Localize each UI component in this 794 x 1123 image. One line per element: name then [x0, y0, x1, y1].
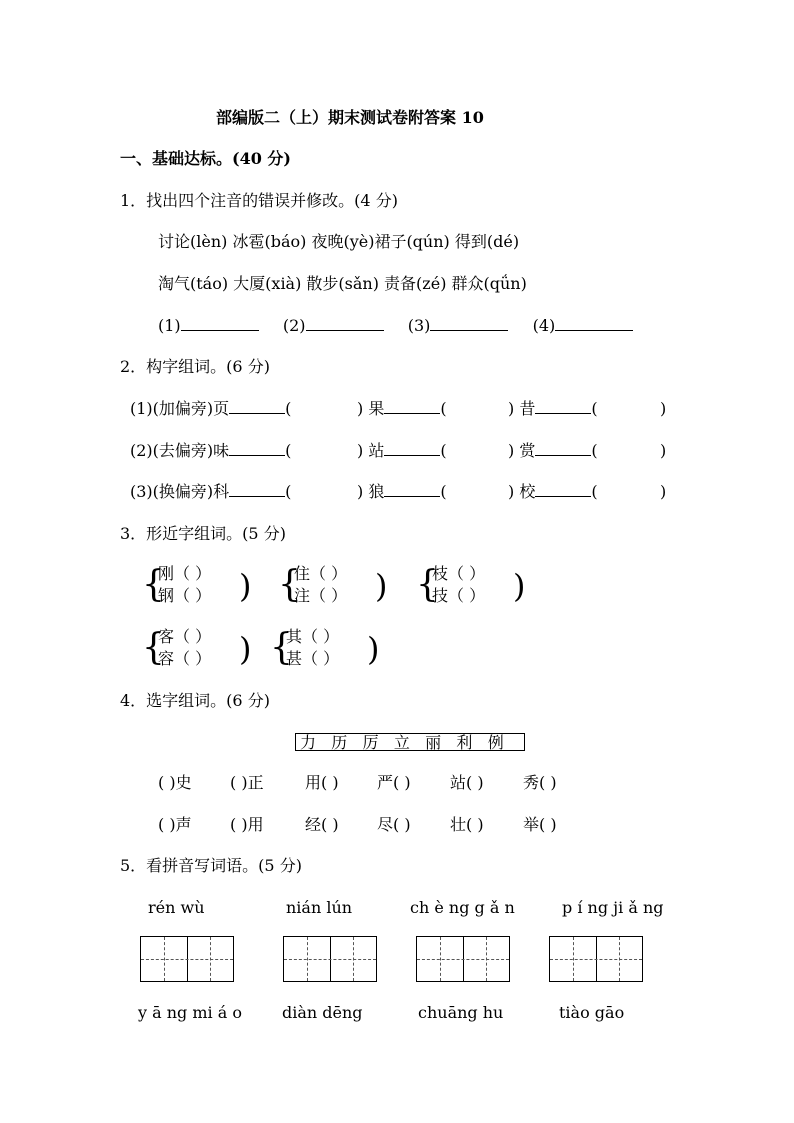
part-heading: 一、基础达标。(40 分)	[120, 149, 291, 168]
answer-blank[interactable]	[306, 316, 384, 331]
q4-item: 经( )	[305, 815, 339, 834]
writing-grid[interactable]	[283, 936, 377, 982]
right-paren: )	[357, 399, 364, 418]
q3-word: 钢（ ）	[158, 586, 212, 605]
right-paren: )	[508, 482, 515, 501]
option-char: 丽	[425, 733, 442, 752]
left-paren: (	[440, 441, 447, 460]
answer-blank[interactable]	[555, 316, 633, 331]
q2-prefix: (3)(换偏旁)科	[130, 482, 230, 501]
q2-row	[130, 399, 291, 419]
q2-row-part	[357, 399, 447, 419]
left-brace-icon: {	[270, 627, 293, 668]
q3-word: 住（ ）	[294, 564, 348, 583]
q3-word: 客（ ）	[158, 627, 212, 646]
q2-row	[130, 482, 291, 502]
left-paren: (	[285, 399, 292, 418]
left-paren: (	[285, 482, 292, 501]
q3-word: 刚（ ）	[158, 564, 212, 583]
q4-item: ( )声	[158, 815, 192, 834]
q4-item: 秀( )	[523, 773, 557, 792]
q1-blank-label: (2)	[282, 316, 306, 335]
q2-char: 狼	[368, 482, 385, 501]
right-paren-icon: )	[239, 567, 252, 605]
writing-grid[interactable]	[140, 936, 234, 982]
writing-grid[interactable]	[549, 936, 643, 982]
q4-item: 尽( )	[377, 815, 411, 834]
q3-word: 技（ ）	[432, 586, 486, 605]
answer-blank[interactable]	[229, 441, 285, 456]
right-paren: )	[660, 482, 667, 501]
right-paren-icon: )	[375, 567, 388, 605]
left-paren: (	[591, 441, 598, 460]
option-char: 历	[331, 733, 348, 752]
q3-word: 容（ ）	[158, 649, 212, 668]
q1-blank-label: (1)	[158, 316, 181, 335]
q1-blank-label: (3)	[407, 316, 431, 335]
right-paren: )	[357, 482, 364, 501]
q1-heading: 1．找出四个注音的错误并修改。(4 分)	[120, 191, 398, 210]
right-paren: )	[660, 441, 667, 460]
pinyin-label: p í ng ji ǎ ng	[562, 898, 664, 917]
pinyin-label: tiào gāo	[559, 1003, 625, 1022]
answer-blank[interactable]	[535, 482, 591, 497]
pinyin-label: ch è ng g ǎ n	[410, 898, 515, 917]
q2-row-part	[357, 482, 447, 502]
q1-blanks	[158, 316, 633, 336]
option-char: 力	[300, 733, 317, 752]
q2-prefix: (2)(去偏旁)味	[130, 441, 230, 460]
right-paren-icon: )	[239, 630, 252, 668]
q4-heading: 4．选字组词。(6 分)	[120, 691, 270, 710]
q1-blank-label: (4)	[532, 316, 556, 335]
option-char: 厉	[362, 733, 379, 752]
character-options	[300, 733, 504, 753]
right-paren: )	[508, 399, 515, 418]
pinyin-label: chuāng hu	[418, 1003, 504, 1022]
q4-item: ( )正	[230, 773, 264, 792]
q4-item: 站( )	[450, 773, 484, 792]
left-paren: (	[591, 399, 598, 418]
pinyin-label: rén wù	[148, 898, 205, 917]
answer-blank[interactable]	[229, 482, 285, 497]
q2-heading: 2．构字组词。(6 分)	[120, 357, 270, 376]
pinyin-label: y ā ng mi á o	[138, 1003, 243, 1022]
option-char: 立	[393, 733, 410, 752]
q2-row-part	[508, 482, 598, 502]
right-paren-icon: )	[513, 567, 526, 605]
answer-blank[interactable]	[535, 441, 591, 456]
answer-blank[interactable]	[430, 316, 508, 331]
q4-item: 用( )	[305, 773, 339, 792]
q4-item: 举( )	[523, 815, 557, 834]
left-paren: (	[591, 482, 598, 501]
q5-heading: 5．看拼音写词语。(5 分)	[120, 856, 302, 875]
q1-row-2: 淘气(táo) 大厦(xià) 散步(sǎn) 责备(zé) 群众(qǘn)	[158, 274, 527, 293]
q2-char: 站	[368, 441, 385, 460]
q4-item: 严( )	[377, 773, 411, 792]
q2-row-part	[508, 441, 598, 461]
q4-item: 壮( )	[450, 815, 484, 834]
writing-grid[interactable]	[416, 936, 510, 982]
q2-char: 昔	[519, 399, 536, 418]
option-char: 例	[487, 733, 504, 752]
answer-blank[interactable]	[384, 399, 440, 414]
q3-word: 枝（ ）	[432, 564, 486, 583]
q3-heading: 3．形近字组词。(5 分)	[120, 524, 286, 543]
q3-word: 注（ ）	[294, 586, 348, 605]
left-brace-icon: {	[142, 564, 165, 605]
right-paren: )	[660, 399, 667, 418]
pinyin-label: nián lún	[286, 898, 353, 917]
answer-blank[interactable]	[229, 399, 285, 414]
answer-blank[interactable]	[535, 399, 591, 414]
option-char: 利	[456, 733, 473, 752]
q2-row-part	[357, 441, 447, 461]
left-brace-icon: {	[278, 564, 301, 605]
left-brace-icon: {	[142, 627, 165, 668]
pinyin-label: diàn dēng	[282, 1003, 363, 1022]
left-brace-icon: {	[416, 564, 439, 605]
q3-word: 甚（ ）	[286, 649, 340, 668]
right-paren-icon: )	[367, 630, 380, 668]
answer-blank[interactable]	[384, 482, 440, 497]
right-paren: )	[357, 441, 364, 460]
q2-char: 赏	[519, 441, 536, 460]
left-paren: (	[440, 482, 447, 501]
answer-blank[interactable]	[181, 316, 259, 331]
page-title: 部编版二（上）期末测试卷附答案 10	[216, 108, 484, 127]
q4-item: ( )史	[158, 773, 192, 792]
q2-prefix: (1)(加偏旁)页	[130, 399, 230, 418]
q2-char: 校	[519, 482, 536, 501]
q2-char: 果	[368, 399, 385, 418]
left-paren: (	[440, 399, 447, 418]
right-paren: )	[508, 441, 515, 460]
q3-word: 其（ ）	[286, 627, 340, 646]
q1-row-1: 讨论(lèn) 冰雹(báo) 夜晚(yè)裙子(qún) 得到(dé)	[158, 232, 520, 251]
q2-row	[130, 441, 291, 461]
q2-row-part	[508, 399, 598, 419]
left-paren: (	[285, 441, 292, 460]
q4-item: ( )用	[230, 815, 264, 834]
answer-blank[interactable]	[384, 441, 440, 456]
